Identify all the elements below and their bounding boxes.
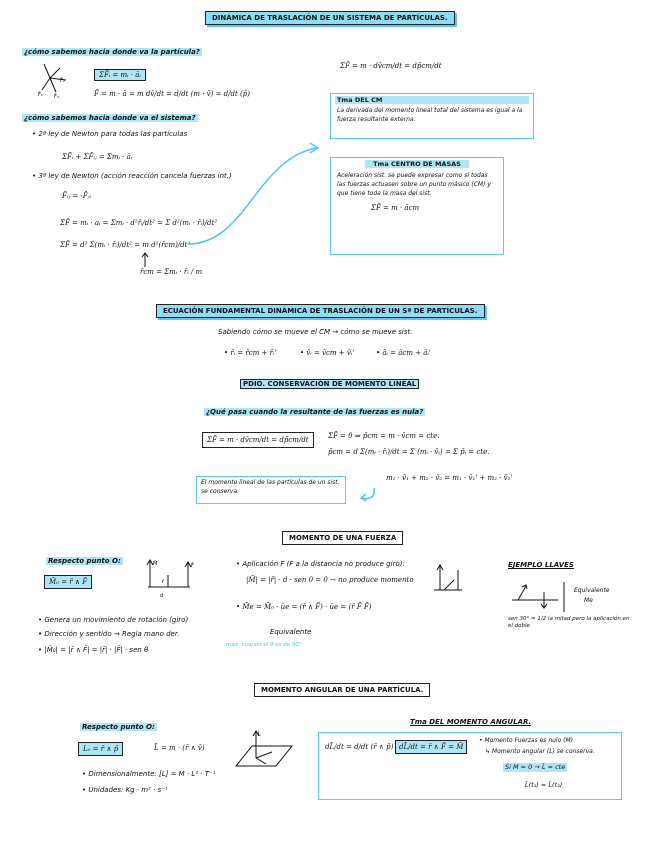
curved-arrow-icon: [186, 140, 326, 250]
theorem-angular-equality: L̄(t₁) = L̄(t₂): [525, 781, 563, 789]
cm-motion-text: Sabiendo cómo se mueve el CM → cómo se mueve sist.: [218, 328, 413, 336]
bullet-newton-2: • 2ª ley de Newton para todas las partículas: [32, 130, 188, 138]
eq-velocity-relative: • v̄ᵢ = v̄cm + v̄ᵢ': [300, 349, 355, 357]
eq-sum-forces: ΣF̄ᵢ + ΣF̄ᵢⱼ = Σmᵢ · āᵢ: [62, 153, 133, 161]
bullet-magnitude: • |M̄₀| = |r̄ ∧ F̄| = |r̄| · |F̄| · sen θ: [38, 646, 149, 654]
theorem-centro-masas-title: Tma CENTRO DE MASAS: [365, 160, 469, 168]
question-particle: ¿cómo sabemos hacia donde va la partícula?: [24, 48, 200, 56]
application-note: • Aplicación F (F a la distancia no produce giro):: [236, 560, 405, 568]
svg-text:F̄₂: F̄₂: [60, 78, 65, 84]
section-title-momento-angular: MOMENTO ANGULAR DE UNA PARTÍCULA.: [254, 683, 430, 697]
eq-no-moment: |M̄| = |r̄| · d · sen 0 = 0 → no produce momento: [246, 576, 414, 584]
moment-diagram: [140, 557, 200, 599]
curved-return-arrow-icon: [358, 486, 378, 502]
question-system: ¿cómo sabemos hacia donde va el sistema?: [24, 114, 196, 122]
svg-text:M̄: M̄: [153, 561, 158, 567]
angular-plane-diagram: [232, 728, 296, 774]
eq-second-derivative: ΣF̄ = mᵢ · aᵢ = Σmᵢ · d²r̄ᵢ/dt² = Σ d²(mᵢ · r̄ᵢ)/dt²: [60, 219, 218, 227]
respect-point-label: Respecto punto O:: [48, 557, 121, 565]
section-title-momento-fuerza: MOMENTO DE UNA FUERZA: [282, 531, 403, 545]
conservation-note-box: El momento lineal de las partículas de un sist. se conserva.: [196, 476, 346, 504]
theorem-centro-masas-box: [330, 157, 504, 255]
theorem-angular-eq1: dL̄/dt = d/dt (r̄ ∧ p̄): [325, 743, 394, 751]
wrench-explanation: sen 30° = 1/2 la mitad pero la aplicación en el doble: [508, 616, 630, 629]
svg-text:F̄₁: F̄₁: [38, 92, 43, 98]
eq-cm-acceleration: ΣF̄ = d² Σ(mᵢ · r̄ᵢ)/dt² = m d²(r̄cm)/dt²: [60, 241, 191, 249]
angular-momentum-eq-box: L₀ = r̄ ∧ p̄: [78, 742, 123, 756]
theorem-cm-box: [330, 93, 534, 139]
theorem-cm-text: La derivada del momento lineal total del sistema es igual a la fuerza resultante externa.: [337, 107, 523, 123]
newton-eq-box: ΣF̄ᵢ = mᵢ · āᵢ: [94, 69, 146, 81]
theorem-angular-bullet1: • Momento Fuerzas es nulo (M): [479, 737, 574, 744]
wrench-diagram: [508, 574, 572, 614]
eq-rcm-definition: r̄cm = Σmᵢ · r̄ᵢ / m: [140, 268, 203, 276]
svg-text:r̄: r̄: [162, 579, 165, 585]
newton-eq-expanded: F̄ = m · ā = m dv̄/dt = d/dt (m · v̄) = d/dt (p̄): [94, 90, 250, 98]
moment-force-eq-box: M̄₀ = r̄ ∧ F̄: [44, 575, 92, 589]
conservation-eq-box: ΣF̄ = m · dv̄cm/dt = dp̄cm/dt: [202, 432, 314, 448]
svg-text:d: d: [160, 593, 164, 599]
parallel-force-diagram: [428, 560, 468, 600]
eq-action-reaction: F̄ᵢⱼ = -F̄ⱼᵢ: [62, 192, 91, 200]
section-title-dinamica: DINÁMICA DE TRASLACIÓN DE UN SISTEMA DE PARTÍCULAS.: [205, 11, 455, 25]
theorem-centro-masas-text: Aceleración sist. se puede expresar como si todas las fuerzas actuasen sobre un punto másico (CM) y que tiene toda la masa del sist.: [337, 172, 491, 197]
wrench-equivalent-label: Equivalente: [574, 587, 610, 594]
wrench-moment-label: Me: [584, 597, 593, 604]
theorem-angular-eq2: dL̄/dt = r̄ ∧ F̄ = M̄: [395, 740, 467, 754]
question-null-force: ¿Qué pasa cuando la resultante de las fuerzas es nula?: [206, 408, 424, 416]
units-text: • Unidades: Kg · m² · s⁻¹: [82, 786, 168, 794]
theorem-angular-condition: Si M = 0 → L̄ = cte: [505, 763, 566, 771]
dimension-text: • Dimensionalmente: [L] = M · L² · T⁻¹: [82, 770, 216, 778]
section-title-conservacion: PDIO. CONSERVACIÓN DE MOMENTO LINEAL: [240, 379, 419, 389]
force-vectors-diagram: [36, 60, 76, 98]
eq-angular-mass: L̄ = m · (r̄ ∧ v̄): [154, 744, 205, 752]
eq-collision-momentum: m₁ · v̄₁ + m₂ · v̄₂ = m₁ · v̄₁' + m₂ · v̄₂': [386, 474, 513, 482]
eq-zero-force: ΣF̄ = 0 ⇒ p̄cm = m · v̄cm = cte.: [328, 432, 440, 440]
equivalent-label: Equivalente: [270, 628, 312, 636]
eq-acceleration-relative: • āᵢ = ācm + āᵢ': [376, 349, 431, 357]
magnitude-note: máx. cuando el θ es de 90°: [226, 642, 302, 648]
svg-text:F̄: F̄: [191, 563, 194, 569]
svg-text:L̄: L̄: [258, 732, 261, 738]
section-title-ecuacion-fundamental: ECUACIÓN FUNDAMENTAL DINÁMICA DE TRASLACIÓN DE UN Sª DE PARTÍCULAS.: [156, 304, 485, 318]
theorem-angular-bullet2: ↳ Momento angular (L) se conserva.: [485, 748, 595, 755]
eq-position-relative: • r̄ᵢ = r̄cm + r̄ᵢ': [224, 349, 277, 357]
svg-text:F̄₄: F̄₄: [54, 94, 59, 98]
bullet-newton-3: • 3ª ley de Newton (acción reacción cancela fuerzas int.): [32, 172, 232, 180]
theorem-centro-masas-eq: ΣF̄ = m · ācm: [371, 204, 420, 212]
theorem-angular-title: Tma DEL MOMENTO ANGULAR.: [410, 718, 532, 726]
example-title: EJEMPLO LLAVES: [508, 561, 574, 569]
theorem-cm-title: Tma DEL CM: [335, 96, 529, 104]
eq-force-momentum-cm: ΣF̄ = m · dv̄cm/dt = dp̄cm/dt: [340, 62, 442, 70]
theorem-angular-box: [318, 732, 622, 800]
respect-point-label-angular: Respecto punto O:: [82, 723, 155, 731]
bullet-rotation: • Genera un movimiento de rotación (giro): [38, 616, 189, 624]
bullet-right-hand: • Dirección y sentido → Regla mano der.: [38, 630, 180, 638]
eq-momentum-constant: p̄cm = d Σ(mᵢ · r̄ᵢ)/dt = Σ (mᵢ · v̄ᵢ) = Σ p̄ᵢ = cte.: [328, 448, 490, 456]
eq-axis-moment: • M̄e = M̄₀ · ūe = (r̄ ∧ F̄) · ūe = (r̄ F̄ F̄): [236, 603, 372, 611]
arrow-up-icon: [140, 252, 150, 268]
